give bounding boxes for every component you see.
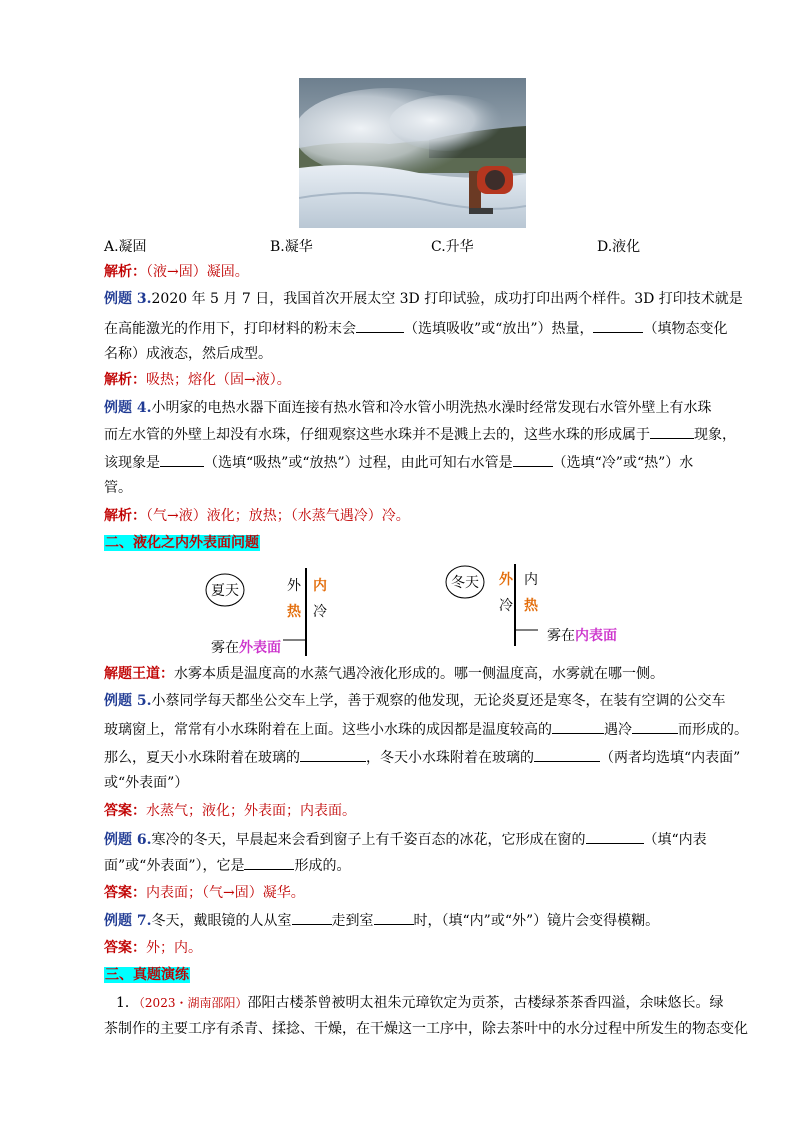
answer-label: 答案： [104,885,146,901]
winter-fog-side: 内表面 [575,628,617,644]
summer-fog-prefix: 雾在 [211,640,239,656]
winter-out-label: 外 [499,572,513,588]
answer-blank[interactable] [513,452,553,467]
q3-text: （填物态变化 [643,321,728,337]
q7-text: 时，（填“内”或“外”）镜片会变得模糊。 [413,913,660,929]
q3-analysis [104,370,291,390]
winter-cold-label: 冷 [499,598,513,614]
q5-text: 玻璃窗上，常常有小水珠附着在上面。这些小水珠的成因都是温度较高的 [104,722,552,738]
analysis-label: 解析： [104,508,146,524]
answer-blank[interactable] [356,318,404,333]
answer-text: 外；内。 [146,940,202,956]
q5-text: 而形成的。 [678,722,748,738]
solving-tip [104,664,664,684]
q5-text: 小蔡同学每天都坐公交车上学，善于观察的他发现，无论炎夏还是寒冬，在装有空调的公交车 [151,693,726,709]
answer-text: 内表面；（气→固）凝华。 [146,885,305,901]
p1-number: 1． [116,995,139,1011]
answer-blank[interactable] [300,747,366,762]
q4-text: （选填“吸热”或“放热”）过程，由此可知右水管是 [204,455,513,471]
q4-text: 小明家的电热水器下面连接有热水管和冷水管小明洗热水澡时经常发现右水管外壁上有水珠 [151,400,712,416]
answer-blank[interactable] [292,910,332,925]
p1-line1 [116,993,723,1013]
p1-text: 邵阳古楼茶曾被明太祖朱元璋钦定为贡茶，古楼绿茶茶香四溢，余味悠长。绿 [247,995,724,1011]
q2-analysis [104,262,249,282]
answer-blank[interactable] [593,318,643,333]
q4-text: 现象， [694,427,736,443]
q6-text: 形成的。 [294,858,351,874]
p1-source: （2023・湖南邵阳） [138,996,248,1010]
answer-label: 答案： [104,940,146,956]
q5-text: ，冬天小水珠附着在玻璃的 [366,750,534,766]
q3-text: （选填吸收”或“放出”）热量， [404,321,594,337]
q4-line2 [104,424,736,445]
q4-text: 而左水管的外壁上却没有水珠，仔细观察这些水珠并不是溅上去的，这些水珠的形成属于 [104,427,650,443]
q6-line1 [104,829,707,850]
q6-text: 面”或“外表面”），它是 [104,858,245,874]
q7-answer [104,938,202,958]
q4-label: 例题 4. [104,400,152,416]
analysis-label: 解析： [104,372,146,388]
q4-line3 [104,452,693,473]
answer-blank[interactable] [552,719,604,734]
tip-label: 解题王道： [104,666,174,682]
q6-text: 寒冷的冬天，早晨起来会看到窗子上有千姿百态的冰花，它形成在窗的 [151,832,586,848]
analysis-text: （气→液）液化；放热；（水蒸气遇冷）冷。 [146,508,410,524]
q5-line4: 或“外表面”） [104,775,189,791]
analysis-text: 吸热；熔化（固→液）。 [146,372,291,388]
q7-text: 冬天，戴眼镜的人从室 [151,913,292,929]
q3-text: 2020 年 5 月 7 日，我国首次开展太空 3D 打印试验，成功打印出两个样件。3D 打印技术就是 [151,291,743,307]
q7-label: 例题 7. [104,913,152,929]
answer-blank[interactable] [650,424,694,439]
q6-answer [104,883,305,903]
answer-text: 水蒸气；液化；外表面；内表面。 [146,803,356,819]
q3-line1 [104,289,743,309]
answer-blank[interactable] [160,452,204,467]
q4-line4: 管。 [104,480,132,496]
snow-scene-image [299,78,526,228]
summer-in-label: 内 [313,578,327,594]
q3-label: 例题 3. [104,291,152,307]
summer-cold-label: 冷 [313,604,327,620]
q3-line2 [104,318,727,339]
option-b: B.凝华 [270,239,313,255]
analysis-label: 解析： [104,264,146,280]
winter-in-label: 内 [524,572,538,588]
answer-blank[interactable] [534,747,600,762]
q5-answer [104,801,356,821]
section-heading [104,533,260,553]
answer-blank[interactable] [586,829,644,844]
section-title: 二、液化之内外表面问题 [105,535,259,551]
q7-text: 走到室 [331,913,374,929]
tip-text: 水雾本质是温度高的水蒸气遇冷液化形成的。哪一侧温度高，水雾就在哪一侧。 [174,666,664,682]
winter-hot-label: 热 [524,598,538,614]
q5-label: 例题 5. [104,693,152,709]
q5-line1 [104,691,726,711]
q4-text: 该现象是 [104,455,160,471]
answer-blank[interactable] [244,855,294,870]
summer-fog-side: 外表面 [239,640,281,656]
q5-line3 [104,747,740,768]
winter-label: 冬天 [451,575,479,591]
q5-text: 那么，夏天小水珠附着在玻璃的 [104,750,300,766]
option-d: D.液化 [597,239,641,255]
q3-text: 在高能激光的作用下，打印材料的粉末会 [104,321,356,337]
option-a: A.凝固 [104,239,147,255]
summer-hot-label: 热 [287,604,301,620]
q4-analysis [104,506,410,526]
q5-line2 [104,719,748,740]
q6-line2 [104,855,350,876]
answer-blank[interactable] [632,719,678,734]
condensation-diagram [195,560,635,660]
q6-text: （填“内表 [643,832,707,848]
winter-fog-prefix: 雾在 [547,628,575,644]
q6-label: 例题 6. [104,832,152,848]
snow-cannon-photo [299,78,526,228]
answer-blank[interactable] [374,910,414,925]
analysis-text: （液→固）凝固。 [146,264,249,280]
q4-text: （选填“冷”或“热”）水 [552,455,694,471]
section-heading [104,965,190,985]
q7-line1 [104,910,659,931]
answer-label: 答案： [104,803,146,819]
q5-text: （两者均选填“内表面” [600,750,741,766]
p1-line2: 茶制作的主要工序有杀青、揉捻、干燥，在干燥这一工序中，除去茶叶中的水分过程中所发生的物态变化 [104,1021,748,1037]
option-c: C.升华 [431,239,474,255]
q5-text: 遇冷 [604,722,632,738]
section-title: 三、真题演练 [105,967,189,983]
q4-line1 [104,398,712,418]
q3-line3: 名称）成液态，然后成型。 [104,346,272,362]
summer-label: 夏天 [211,583,239,599]
summer-out-label: 外 [287,578,301,594]
